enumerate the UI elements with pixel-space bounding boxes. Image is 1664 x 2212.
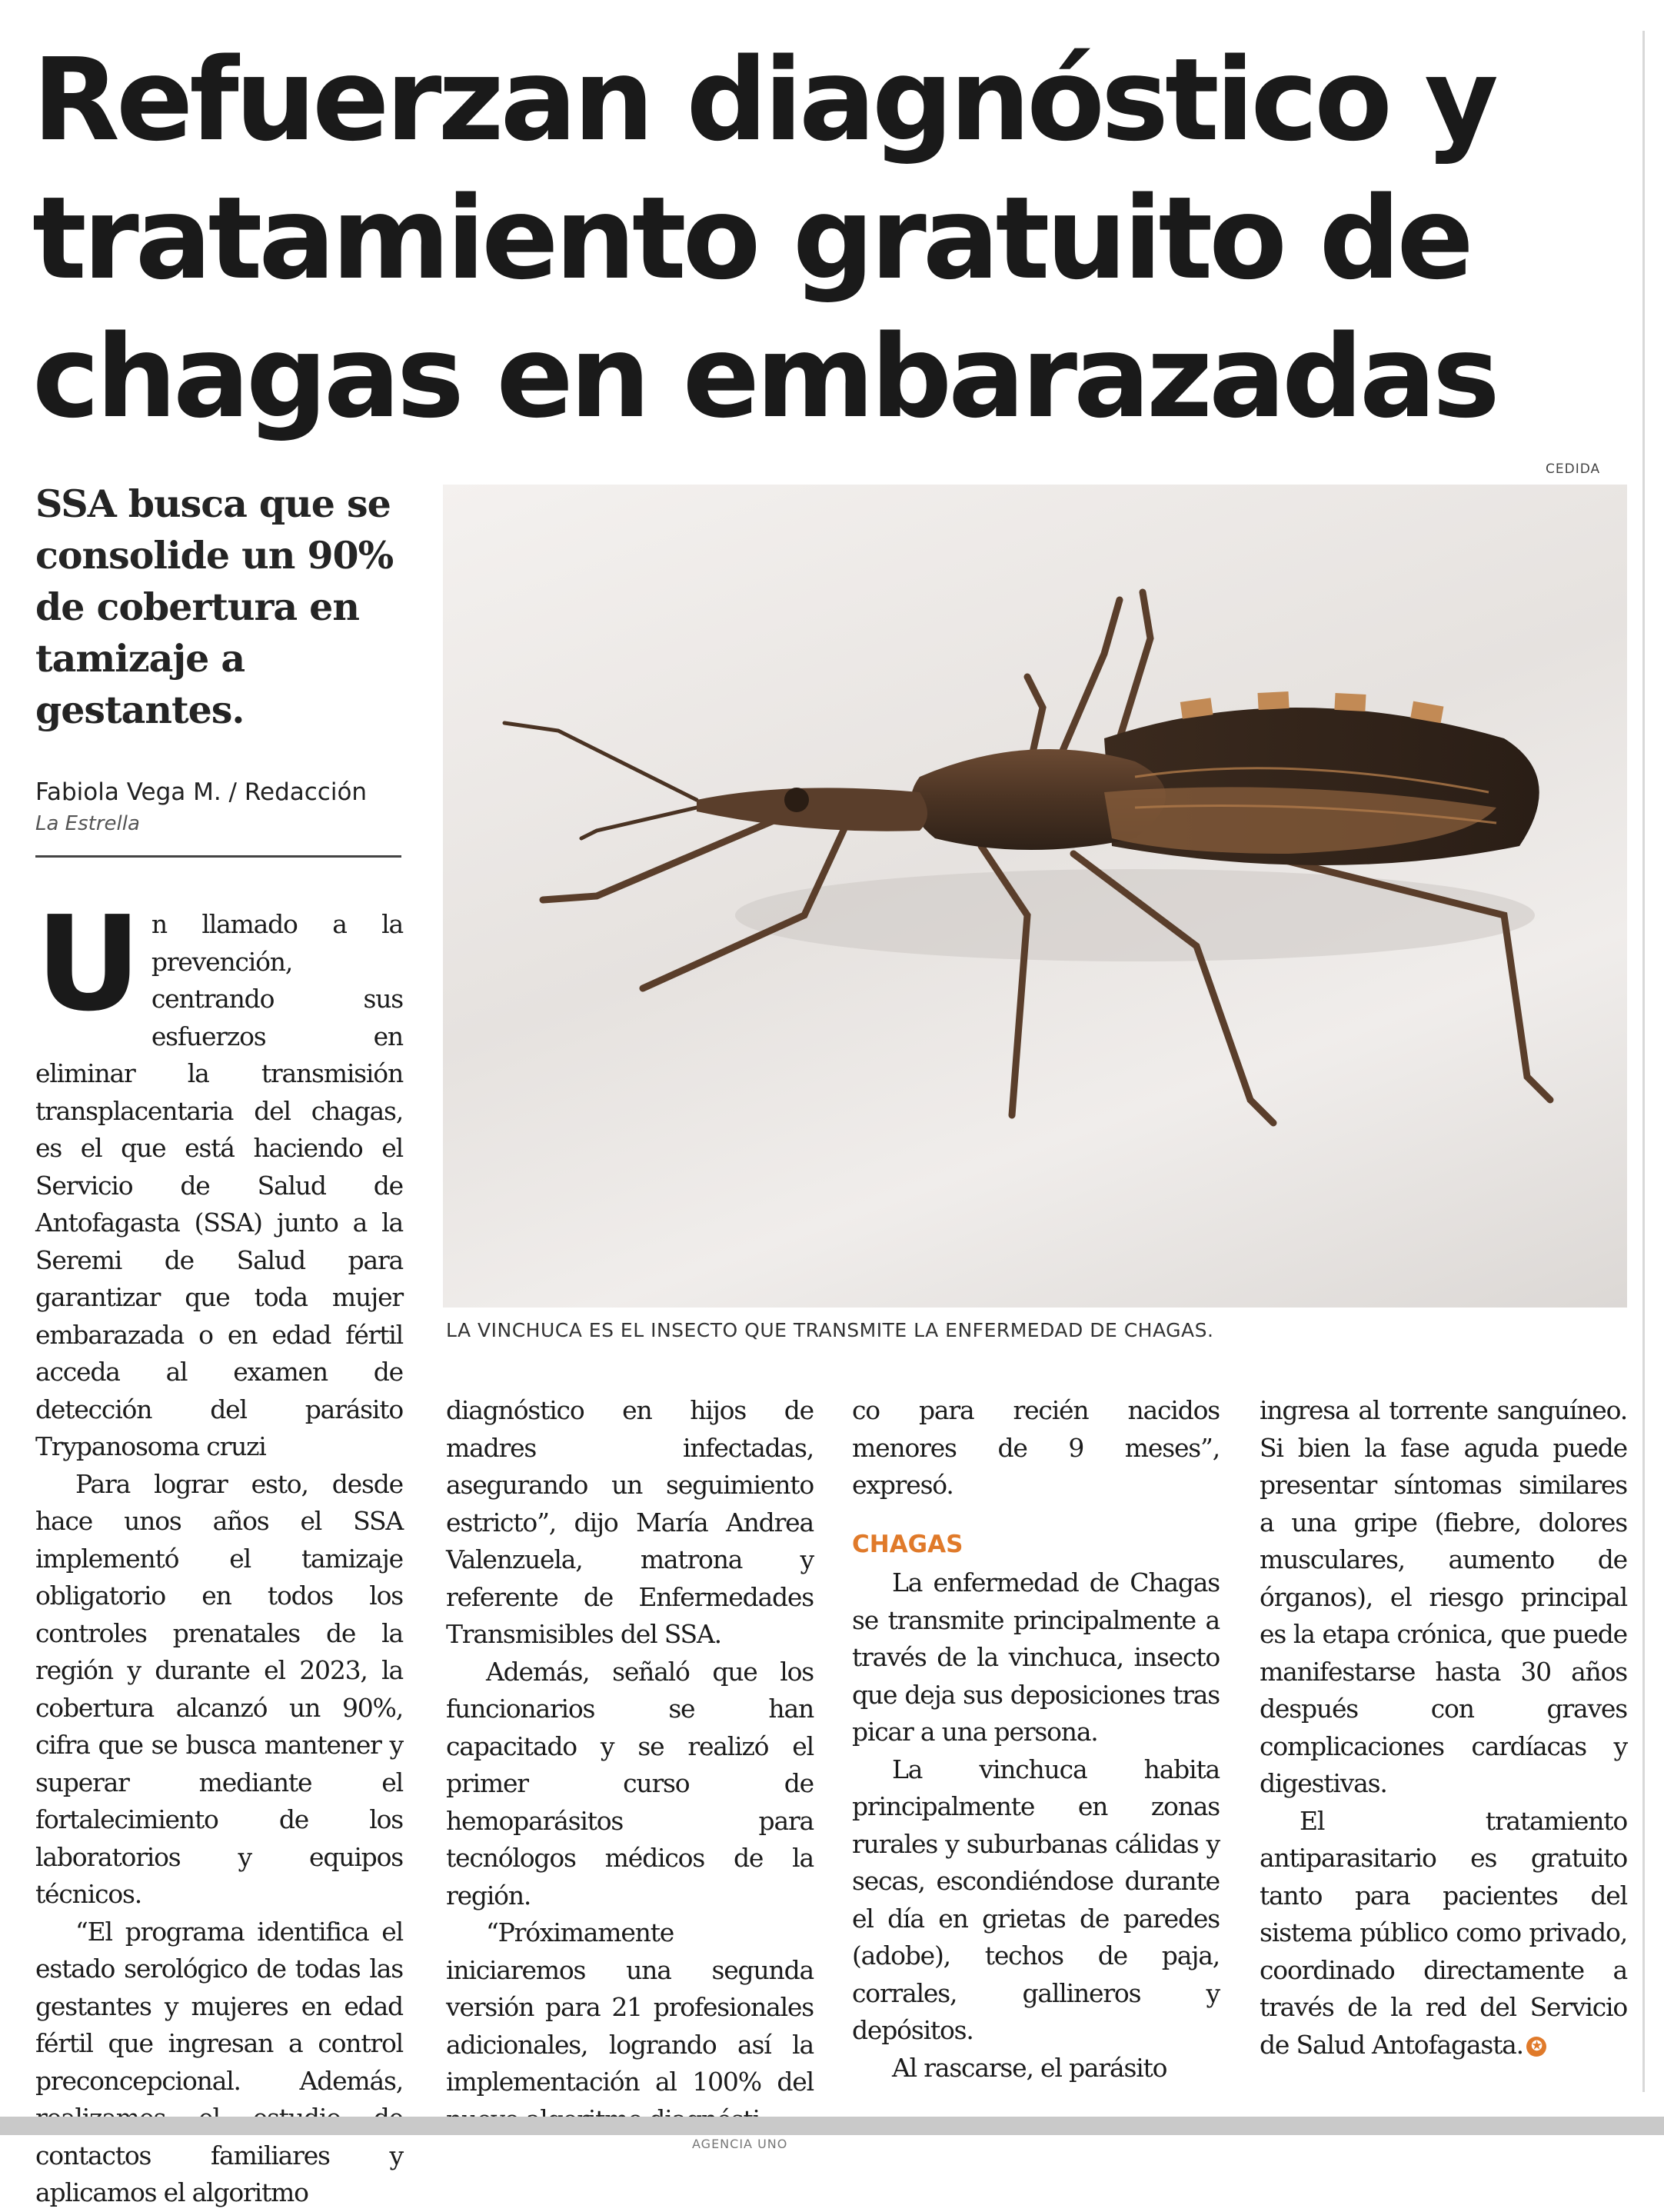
article-column-2 xyxy=(446,1392,814,2138)
photo-caption: LA VINCHUCA ES EL INSECTO QUE TRANSMITE LA ENFERMEDAD DE CHAGAS. xyxy=(446,1319,1214,1341)
insect-illustration xyxy=(443,485,1627,1308)
headline xyxy=(32,31,1632,446)
dropcap: U xyxy=(35,888,141,1041)
paragraph-9 xyxy=(1260,1803,1627,2064)
page-bottom-bar xyxy=(0,2117,1664,2135)
paragraph-2: Para lograr esto, desde hace unos años el SSA implementó el tamizaje obligatorio en todos los controles prenatales de la región y durante el 2023, la cobertura alcanzó un 90%, cifra que se busca mantener y superar mediante el fortalecimiento de los laboratorios y equipos técnicos. xyxy=(35,1468,403,1909)
headline-line-1: Refuerzan diagnóstico y xyxy=(32,34,1495,166)
paragraph-8: Al rascarse, el parásito xyxy=(892,2052,1167,2083)
headline-line-3: chagas en embarazadas xyxy=(32,311,1496,443)
paragraph-7: La vinchuca habita principalmente en zonas rurales y suburbanas cálidas y secas, escondiéndose durante el día en grietas de paredes (adobe), techos de paja, corrales, gallineros y depósitos. xyxy=(852,1754,1220,2045)
paragraph-5: “Próximamente iniciaremos una segunda versión para 21 profesionales adicionales, logrando así la implementación al 100% del xyxy=(446,1917,814,2097)
paragraph-9-text: El tratamiento antiparasitario es gratuito tanto para pacientes del sistema público como privado, coordinado directamente a través de la red del Servicio de Salud Antofagasta. xyxy=(1260,1805,1627,2060)
paragraph-3: “El programa identifica el estado serológico de todas las gestantes y mujeres en edad fértil que ingresan a control preconcepcional. Además, contactos familiares y aplicamos el algoritmo xyxy=(35,1916,403,2207)
byline-divider xyxy=(35,855,401,858)
headline-line-2: tratamiento gratuito de xyxy=(32,172,1470,305)
paragraph-1-text: n llamado a la prevención, centrando sus esfuerzos en eliminar la transmisión transplacentaria del chagas, es el que está haciendo el Servicio de Salud de Antofagasta (SSA) junto a la Seremi de Salud para garantizar que toda mujer embarazada o en edad fértil acceda al examen de detección del parásito Trypanosoma cruzi xyxy=(35,909,403,1461)
byline: Fabiola Vega M. / Redacción xyxy=(35,778,368,806)
section-label: CHAGAS xyxy=(852,1530,963,1558)
article-column-3 xyxy=(852,1392,1220,2087)
paragraph-3-cont: diagnóstico en hijos de madres infectadas, asegurando un seguimiento estricto”, dijo María Andrea Valenzuela, matrona y referente de Enfermedades Transmisibles del SSA. xyxy=(446,1395,814,1649)
column-divider xyxy=(1642,31,1645,2092)
subhead: SSA busca que se consolide un 90% de cobertura en tamizaje a gestantes. xyxy=(35,481,394,732)
photo-credit: CEDIDA xyxy=(1546,461,1601,477)
article-column-4 xyxy=(1260,1392,1627,2064)
vinchuca-photo xyxy=(443,485,1627,1308)
paragraph-4: Además, señaló que los funcionarios se han capacitado y se realizó el primer curso de hemoparásitos para tecnólogos médicos de la región. xyxy=(446,1656,814,1911)
source: La Estrella xyxy=(35,812,140,835)
end-mark-icon: ✪ xyxy=(1526,2037,1546,2057)
paragraph-6: La enfermedad de Chagas se transmite principalmente a través de la vinchuca, insecto que deja sus deposiciones tras picar a una persona. xyxy=(852,1567,1220,1747)
footer-credit: AGENCIA UNO xyxy=(692,2137,788,2151)
paragraph-5-cont: co para recién nacidos menores de 9 meses”, expresó. xyxy=(852,1395,1220,1500)
paragraph-1 xyxy=(35,888,403,1466)
article-column-1 xyxy=(35,888,403,2212)
paragraph-8-cont: ingresa al torrente sanguíneo. Si bien la fase aguda puede presentar síntomas similares a una gripe (fiebre, dolores musculares, aumento de órganos), el riesgo principal es la etapa crónica, que puede manifestarse hasta 30 años después con graves complicaciones cardíacas y digestivas. xyxy=(1260,1395,1627,1798)
